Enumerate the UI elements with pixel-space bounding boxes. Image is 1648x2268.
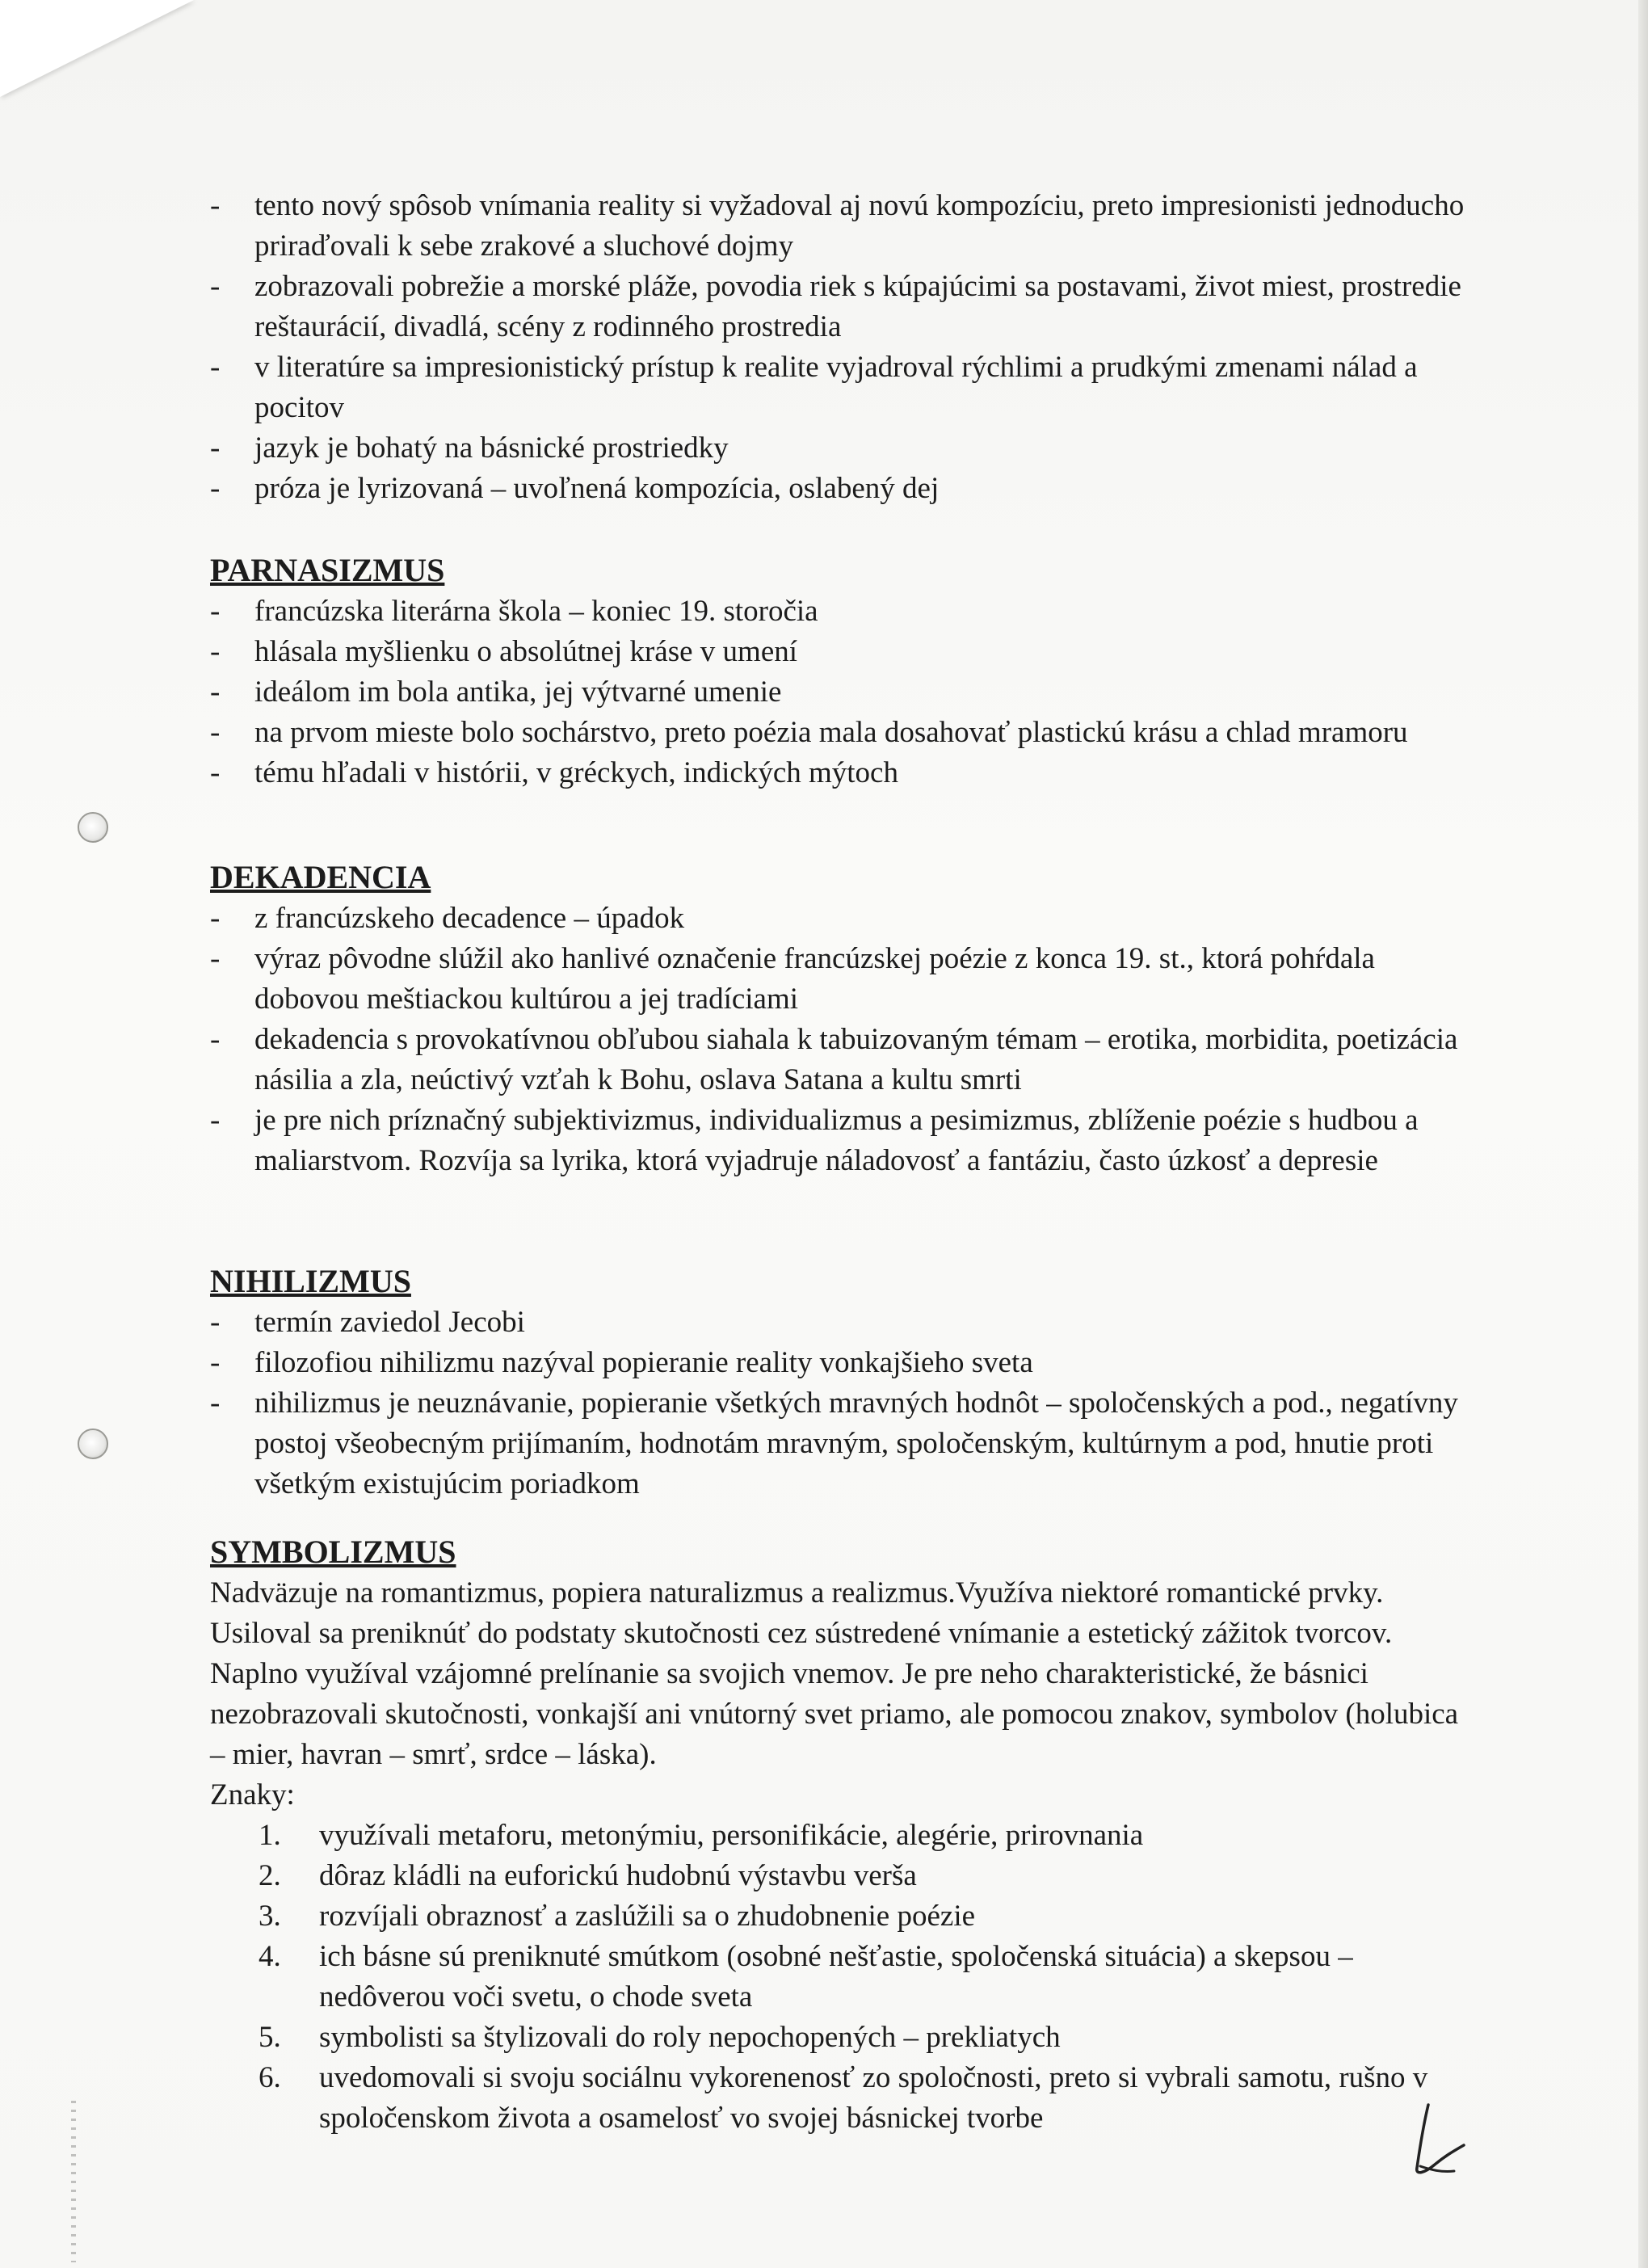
item-number: 4. bbox=[259, 1940, 281, 1973]
list-item: - jazyk je bohatý na básnické prostriedky bbox=[210, 428, 1470, 469]
signs-label: Znaky: bbox=[210, 1778, 295, 1811]
page-right-edge bbox=[1638, 0, 1648, 2268]
list-item: - ideálom im bola antika, jej výtvarné umenie bbox=[210, 672, 1470, 713]
binding-marks bbox=[71, 2101, 76, 2262]
list-item bbox=[259, 1937, 1470, 2018]
list-item: - tento nový spôsob vnímania reality si vyžadoval aj novú kompozíciu, preto impresionisti jednoducho priraďovali k sebe zrakové a sluchové dojmy bbox=[210, 186, 1470, 267]
list-item: - je pre nich príznačný subjektivizmus, individualizmus a pesimizmus, zblíženie poézie s hudbou a maliarstvom. Rozvíja sa lyrika, ktorá vyjadruje náladovosť a fantáziu, často úzkosť a depresie bbox=[210, 1100, 1470, 1181]
list-item: - na prvom mieste bolo sochárstvo, preto poézia mala dosahovať plastickú krásu a chlad mramoru bbox=[210, 713, 1470, 753]
page-corner-fold bbox=[0, 0, 194, 97]
parnasizmus-list bbox=[210, 591, 1470, 793]
handwritten-page-number bbox=[1406, 2089, 1470, 2186]
list-item: - próza je lyrizovaná – uvoľnená kompozícia, oslabený dej bbox=[210, 469, 1470, 509]
list-item: - termín zaviedol Jecobi bbox=[210, 1302, 1470, 1343]
punch-hole-bottom bbox=[78, 1429, 108, 1459]
item-number: 5. bbox=[259, 2021, 281, 2054]
item-text: rozvíjali obraznosť a zaslúžili sa o zhudobnenie poézie bbox=[319, 1900, 976, 1933]
list-item: - tému hľadali v histórii, v gréckych, indických mýtoch bbox=[210, 753, 1470, 793]
section-heading: NIHILIZMUS bbox=[210, 1263, 411, 1299]
item-text: symbolisti sa štylizovali do roly nepochopených – prekliatych bbox=[319, 2021, 1061, 2054]
list-item bbox=[259, 1856, 1470, 1896]
dekadencia-section bbox=[210, 856, 1470, 1181]
section-heading: SYMBOLIZMUS bbox=[210, 1534, 456, 1570]
symbolizmus-section bbox=[210, 1531, 1470, 2139]
list-item: - zobrazovali pobrežie a morské pláže, povodia riek s kúpajúcimi sa postavami, život miest, prostredie reštaurácií, divadlá, scény z rodinného prostredia bbox=[210, 267, 1470, 347]
item-text: ich básne sú preniknuté smútkom (osobné nešťastie, spoločenská situácia) a skepsou – nedôverou voči svetu, o chode sveta bbox=[319, 1940, 1353, 2013]
list-item: - v literatúre sa impresionistický prístup k realite vyjadroval rýchlimi a prudkými zmenami nálad a pocitov bbox=[210, 347, 1470, 428]
signs-list bbox=[259, 1816, 1470, 2139]
item-number: 2. bbox=[259, 1859, 281, 1892]
list-item: - francúzska literárna škola – koniec 19. storočia bbox=[210, 591, 1470, 632]
punch-hole-top bbox=[78, 812, 108, 843]
list-item bbox=[259, 1816, 1470, 1856]
item-text: dôraz kládli na euforickú hudobnú výstavbu verša bbox=[319, 1859, 917, 1892]
list-item bbox=[259, 2058, 1470, 2139]
item-text: uvedomovali si svoju sociálnu vykorenenosť zo spoločnosti, preto si vybrali samotu, rušno v spoločenskom života a osamelosť vo svojej básnickej tvorbe bbox=[319, 2061, 1428, 2135]
list-item bbox=[259, 1896, 1470, 1937]
symbolizmus-paragraph: Nadväzuje na romantizmus, popiera naturalizmus a realizmus.Využíva niektoré romantické prvky. Usiloval sa preniknúť do podstaty skutočnosti cez sústredené vnímanie a estetický zážitok tvorcov. Naplno využíval vzájomné prelínanie sa svojich vnemov. Je pre neho charakteristické, že básnici nezobrazovali skutočnosti, vonkajší ani vnútorný svet priamo, ale pomocou znakov, symbolov (holubica – mier, havran – smrť, srdce – láska). bbox=[210, 1576, 1459, 1771]
item-number: 3. bbox=[259, 1900, 281, 1933]
list-item: - z francúzskeho decadence – úpadok bbox=[210, 898, 1470, 939]
intro-list bbox=[210, 186, 1470, 509]
list-item: - filozofiou nihilizmu nazýval popieranie reality vonkajšieho sveta bbox=[210, 1343, 1470, 1383]
item-number: 1. bbox=[259, 1819, 281, 1852]
nihilizmus-list bbox=[210, 1302, 1470, 1504]
item-text: využívali metaforu, metonýmiu, personifikácie, alegérie, prirovnania bbox=[319, 1819, 1144, 1852]
section-heading: DEKADENCIA bbox=[210, 859, 431, 895]
list-item: - hlásala myšlienku o absolútnej kráse v umení bbox=[210, 632, 1470, 672]
nihilizmus-section bbox=[210, 1260, 1470, 1504]
item-number: 6. bbox=[259, 2061, 281, 2094]
list-item: - dekadencia s provokatívnou obľubou siahala k tabuizovaným témam – erotika, morbidita, poetizácia násilia a zla, neúctivý vzťah k Bohu, oslava Satana a kultu smrti bbox=[210, 1020, 1470, 1100]
parnasizmus-section bbox=[210, 549, 1470, 793]
dekadencia-list bbox=[210, 898, 1470, 1181]
list-item: - nihilizmus je neuznávanie, popieranie všetkých mravných hodnôt – spoločenských a pod., negatívny postoj všeobecným prijímaním, hodnotám mravným, spoločenským, kultúrnym a pod, hnutie proti všetkým existujúcim poriadkom bbox=[210, 1383, 1470, 1504]
intro-section bbox=[210, 186, 1470, 509]
list-item: - výraz pôvodne slúžil ako hanlivé označenie francúzskej poézie z konca 19. st., ktorá pohŕdala dobovou meštiackou kultúrou a jej tradíciami bbox=[210, 939, 1470, 1020]
section-heading: PARNASIZMUS bbox=[210, 552, 445, 588]
list-item bbox=[259, 2018, 1470, 2058]
